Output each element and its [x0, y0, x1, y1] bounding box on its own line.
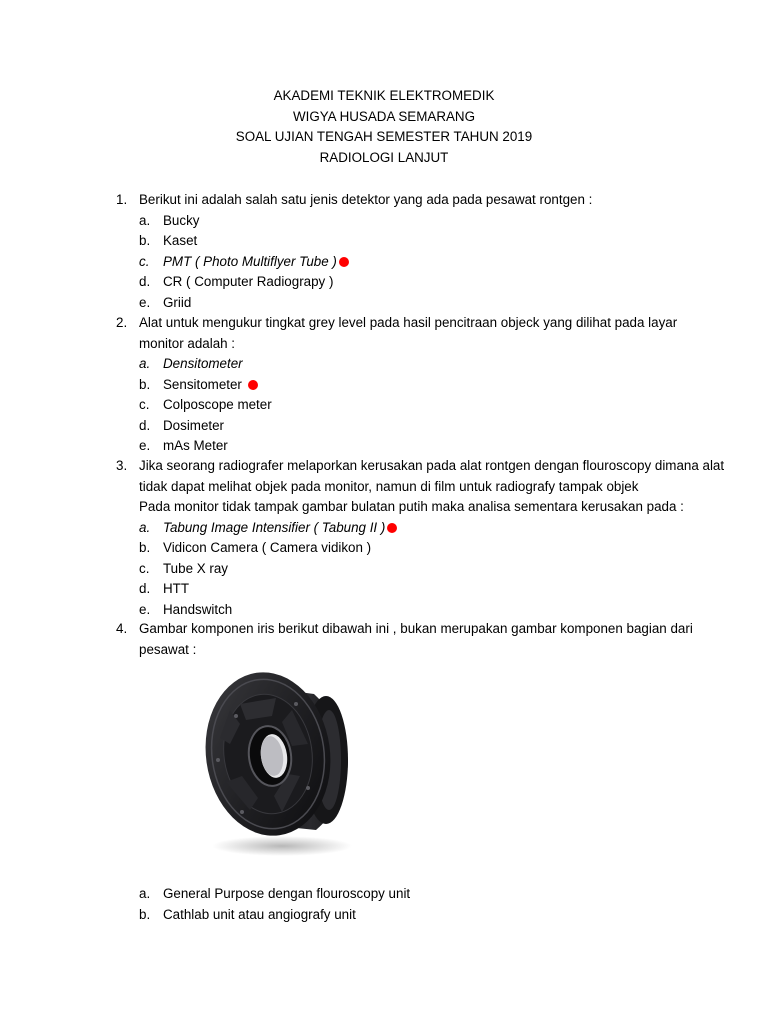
document-header [0, 86, 768, 168]
option-b: b. Vidicon Camera ( Camera vidikon ) [139, 540, 372, 555]
option-d: d. CR ( Computer Radiograpy ) [139, 274, 334, 289]
subject-title: RADIOLOGI LANJUT [319, 149, 449, 165]
question-4-options [0, 884, 768, 925]
answer-marker-icon [248, 380, 258, 390]
question-text: Jika seorang radiografer melaporkan kerusakan pada alat rontgen dengan flouroscopy dimana alat [139, 458, 725, 473]
option-a: a. Tabung Image Intensifier ( Tabung II ) [0, 518, 768, 539]
question-text: Alat untuk mengukur tingkat grey level pada hasil pencitraan objeck yang dilihat pada layar [139, 315, 678, 330]
question-number: 1. [116, 192, 128, 207]
question-3 [0, 456, 768, 620]
question-2 [0, 313, 768, 457]
question-text-continued: tidak dapat melihat objek pada monitor, namun di film untuk radiografy tampak objek [139, 478, 639, 494]
option-e: e. Handswitch [139, 601, 233, 617]
option-b: b. Kaset [139, 233, 198, 248]
option-e: e. mAs Meter [139, 438, 228, 453]
option-d: d. Dosimeter [139, 417, 225, 433]
iris-component-image [196, 664, 364, 860]
question-text: Berikut ini adalah salah satu jenis detektor yang ada pada pesawat rontgen : [139, 192, 593, 207]
question-1 [0, 190, 768, 313]
option-b: b. Sensitometer [0, 375, 768, 396]
institution-name: AKADEMI TEKNIK ELEKTROMEDIK [273, 88, 495, 103]
option-a: a. Bucky [139, 212, 200, 228]
exam-title: SOAL UJIAN TENGAH SEMESTER TAHUN 2019 [235, 129, 533, 144]
question-text-continued: monitor adalah : [139, 335, 236, 351]
question-number: 4. [116, 621, 128, 636]
answer-marker-icon [387, 523, 397, 533]
question-4 [0, 619, 768, 660]
option-a: a. Densitometer [139, 356, 243, 371]
option-b: b. Cathlab unit atau angiografy unit [139, 906, 356, 922]
answer-marker-icon [339, 257, 349, 267]
option-a: a. General Purpose dengan flouroscopy unit [139, 886, 411, 901]
question-text-continued: Pada monitor tidak tampak gambar bulatan putih maka analisa sementara kerusakan pada : [139, 499, 684, 514]
question-text: Gambar komponen iris berikut dibawah ini , bukan merupakan gambar komponen bagian dari [139, 621, 693, 636]
option-c: c. Tube X ray [139, 560, 228, 576]
institution-location: WIGYA HUSADA SEMARANG [292, 108, 476, 124]
option-c: c. PMT ( Photo Multiflyer Tube ) [0, 252, 768, 273]
question-text-continued: pesawat : [139, 641, 197, 657]
question-number: 2. [116, 315, 128, 330]
option-c: c. Colposcope meter [139, 397, 272, 412]
question-number: 3. [116, 458, 128, 473]
option-e: e. Griid [139, 294, 192, 310]
option-d: d. HTT [139, 581, 190, 596]
